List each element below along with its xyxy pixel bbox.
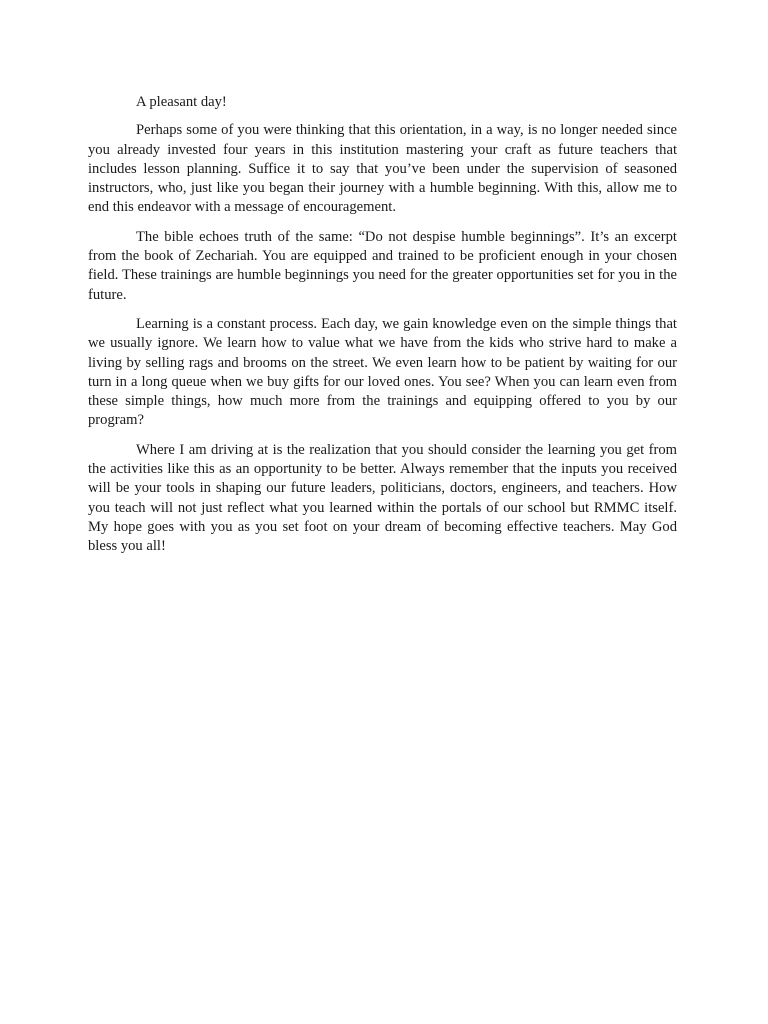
paragraph-closing: Where I am driving at is the realization that you should consider the learning you get from the activities like this as an opportunity to be better. Always remember that the inputs you received will be your tools in shaping our future leaders, politicians, doctors, engineers, and teachers. How you teach will not just reflect what you learned within the portals of our school but RMMC itself. My hope goes with you as you set foot on your dream of becoming effective teachers. May God bless you all! (88, 441, 677, 555)
document-body (88, 93, 677, 567)
greeting-paragraph: A pleasant day! (136, 94, 227, 110)
paragraph-humble-beginnings: The bible echoes truth of the same: “Do not despise humble beginnings”. It’s an excerpt from the book of Zechariah. You are equipped and trained to be proficient enough in your chosen field. These trainings are humble beginnings you need for the greater opportunities set for you in the future. (88, 228, 677, 303)
paragraph-orientation: Perhaps some of you were thinking that this orientation, in a way, is no longer needed since you already invested four years in this institution mastering your craft as future teachers that includes lesson planning. Suffice it to say that you’ve been under the supervision of seasoned instructors, who, just like you began their journey with a humble beginning. With this, allow me to end this endeavor with a message of encouragement. (88, 122, 677, 216)
paragraph-learning-process: Learning is a constant process. Each day, we gain knowledge even on the simple things that we usually ignore. We learn how to value what we have from the kids who strive hard to make a living by selling rags and brooms on the street. We even learn how to be patient by waiting for our turn in a long queue when we buy gifts for our loved ones. You see? When you can learn even from these simple things, how much more from the trainings and equipping offered to you by our program? (88, 315, 677, 429)
